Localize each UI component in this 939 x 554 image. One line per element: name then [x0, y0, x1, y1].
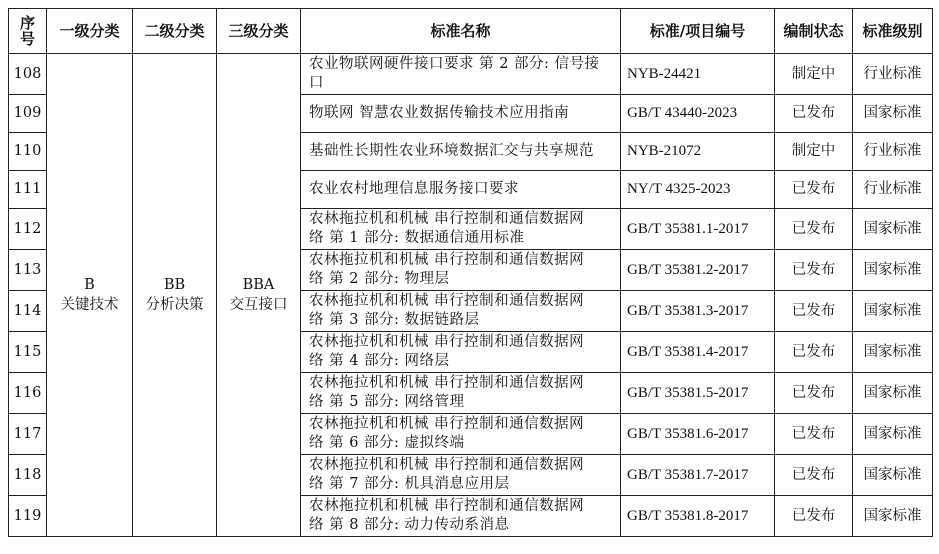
category-level1-name: 关键技术 [60, 297, 119, 313]
row-grade: 国家标准 [853, 95, 933, 133]
row-seq: 116 [9, 373, 47, 414]
row-seq: 114 [9, 291, 47, 332]
row-status: 已发布 [775, 373, 853, 414]
category-level2-name: 分析决策 [145, 297, 204, 313]
header-name: 标准名称 [301, 9, 621, 54]
row-status: 已发布 [775, 496, 853, 537]
row-standard-code: GB/T 35381.8-2017 [621, 496, 775, 537]
standard-name-line1: 农林拖拉机和机械 串行控制和通信数据网 [309, 252, 585, 268]
row-grade: 行业标准 [853, 133, 933, 171]
row-status: 制定中 [775, 133, 853, 171]
standard-name-line2: 络 第 7 部分: 机具消息应用层 [309, 476, 510, 492]
standard-name-line1: 基础性长期性农业环境数据汇交与共享规范 [309, 143, 594, 159]
row-grade: 国家标准 [853, 455, 933, 496]
row-standard-name [301, 496, 621, 537]
row-standard-code: GB/T 35381.5-2017 [621, 373, 775, 414]
table-body [9, 54, 933, 537]
row-standard-name [301, 54, 621, 95]
row-standard-name [301, 95, 621, 133]
row-standard-code: GB/T 35381.6-2017 [621, 414, 775, 455]
row-standard-code: GB/T 35381.4-2017 [621, 332, 775, 373]
standard-name-line2: 络 第 3 部分: 数据链路层 [309, 312, 480, 328]
row-seq: 109 [9, 95, 47, 133]
row-standard-name [301, 209, 621, 250]
row-status: 已发布 [775, 250, 853, 291]
row-seq: 108 [9, 54, 47, 95]
row-status: 已发布 [775, 291, 853, 332]
standard-name-line1: 农林拖拉机和机械 串行控制和通信数据网 [309, 211, 585, 227]
category-level3 [217, 54, 301, 537]
row-status: 已发布 [775, 455, 853, 496]
standard-name-line1: 物联网 智慧农业数据传输技术应用指南 [309, 105, 570, 121]
standard-name-line2: 络 第 2 部分: 物理层 [309, 271, 450, 287]
header-seq [9, 9, 47, 54]
category-level2 [133, 54, 217, 537]
row-seq: 113 [9, 250, 47, 291]
standard-name-line2: 络 第 4 部分: 网络层 [309, 353, 450, 369]
row-status: 制定中 [775, 54, 853, 95]
standard-name-line1: 农林拖拉机和机械 串行控制和通信数据网 [309, 498, 585, 514]
row-status: 已发布 [775, 95, 853, 133]
table-row [9, 54, 933, 95]
row-standard-name [301, 291, 621, 332]
standard-name-line2: 络 第 6 部分: 虚拟终端 [309, 435, 465, 451]
row-grade: 国家标准 [853, 209, 933, 250]
header-status: 编制状态 [775, 9, 853, 54]
row-standard-name [301, 373, 621, 414]
row-status: 已发布 [775, 332, 853, 373]
standard-name-line2: 络 第 1 部分: 数据通信通用标准 [309, 230, 525, 246]
row-seq: 111 [9, 171, 47, 209]
row-grade: 国家标准 [853, 496, 933, 537]
row-standard-code: NYB-24421 [621, 54, 775, 95]
header-code: 标准/项目编号 [621, 9, 775, 54]
row-standard-name [301, 414, 621, 455]
row-standard-code: NY/T 4325-2023 [621, 171, 775, 209]
row-status: 已发布 [775, 209, 853, 250]
row-grade: 国家标准 [853, 291, 933, 332]
header-seq-text: 序号 [20, 14, 36, 48]
header-level1: 一级分类 [47, 9, 133, 54]
standard-name-line2: 络 第 5 部分: 网络管理 [309, 394, 465, 410]
row-seq: 119 [9, 496, 47, 537]
category-level1-code: B [84, 277, 95, 293]
row-standard-name [301, 171, 621, 209]
row-seq: 112 [9, 209, 47, 250]
category-level2-code: BB [163, 277, 186, 293]
row-grade: 国家标准 [853, 414, 933, 455]
row-seq: 110 [9, 133, 47, 171]
row-status: 已发布 [775, 414, 853, 455]
standard-name-line1: 农业物联网硬件接口要求 第 2 部分: 信号接 [309, 56, 600, 72]
row-standard-code: GB/T 43440-2023 [621, 95, 775, 133]
row-grade: 行业标准 [853, 54, 933, 95]
header-level2: 二级分类 [133, 9, 217, 54]
row-seq: 115 [9, 332, 47, 373]
standard-name-line1: 农业农村地理信息服务接口要求 [309, 181, 519, 197]
row-grade: 行业标准 [853, 171, 933, 209]
category-level3-code: BBA [242, 277, 275, 293]
row-grade: 国家标准 [853, 373, 933, 414]
standard-name-line1: 农林拖拉机和机械 串行控制和通信数据网 [309, 457, 585, 473]
standard-name-line1: 农林拖拉机和机械 串行控制和通信数据网 [309, 293, 585, 309]
header-row [9, 9, 933, 54]
header-level3: 三级分类 [217, 9, 301, 54]
category-level1 [47, 54, 133, 537]
row-standard-name [301, 250, 621, 291]
row-standard-code: NYB-21072 [621, 133, 775, 171]
header-grade: 标准级别 [853, 9, 933, 54]
row-standard-name [301, 133, 621, 171]
standards-table [8, 8, 933, 537]
row-status: 已发布 [775, 171, 853, 209]
standard-name-line2: 口 [309, 75, 324, 91]
row-standard-code: GB/T 35381.7-2017 [621, 455, 775, 496]
row-grade: 国家标准 [853, 250, 933, 291]
row-seq: 118 [9, 455, 47, 496]
standard-name-line2: 络 第 8 部分: 动力传动系消息 [309, 517, 510, 533]
row-standard-name [301, 332, 621, 373]
row-standard-code: GB/T 35381.2-2017 [621, 250, 775, 291]
standard-name-line1: 农林拖拉机和机械 串行控制和通信数据网 [309, 416, 585, 432]
row-seq: 117 [9, 414, 47, 455]
row-standard-code: GB/T 35381.1-2017 [621, 209, 775, 250]
row-grade: 国家标准 [853, 332, 933, 373]
row-standard-code: GB/T 35381.3-2017 [621, 291, 775, 332]
standard-name-line1: 农林拖拉机和机械 串行控制和通信数据网 [309, 334, 585, 350]
row-standard-name [301, 455, 621, 496]
category-level3-name: 交互接口 [229, 297, 288, 313]
standard-name-line1: 农林拖拉机和机械 串行控制和通信数据网 [309, 375, 585, 391]
